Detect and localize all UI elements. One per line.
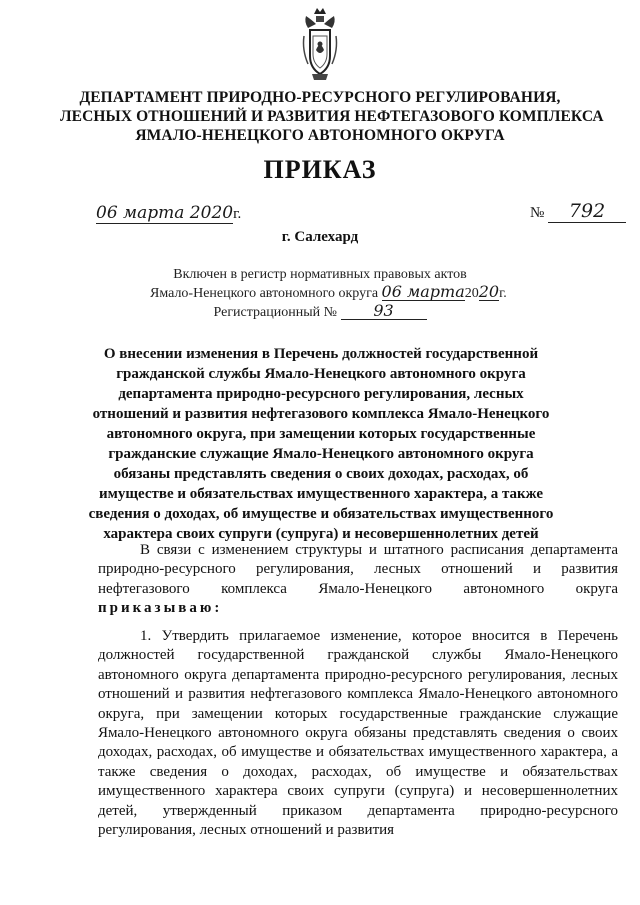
order-number-prefix: №: [530, 205, 545, 221]
order-date-suffix: г.: [233, 206, 242, 222]
registry-number-prefix: Регистрационный №: [213, 305, 337, 320]
registry-line-2-prefix: Ямало-Ненецкого автономного округа: [150, 286, 379, 301]
registry-line-3: [150, 302, 490, 321]
order-number-value: 792: [548, 200, 626, 223]
order-number: [530, 200, 626, 223]
body-paragraph-1-text: В связи с изменением структуры и штатного расписания департамента природно-ресурсного регулирования, лесных отношений и развития нефтегазового комплекса Ямало-Ненецкого автономного округа: [98, 542, 618, 597]
document-title: ПРИКАЗ: [263, 155, 377, 184]
department-line-2: ЛЕСНЫХ ОТНОШЕНИЙ И РАЗВИТИЯ НЕФТЕГАЗОВОГО КОМПЛЕКСА: [60, 108, 604, 125]
registry-line-1: Включен в регистр нормативных правовых актов: [173, 267, 467, 282]
department-line-3: ЯМАЛО-НЕНЕЦКОГО АВТОНОМНОГО ОКРУГА: [135, 127, 505, 144]
department-line-1: ДЕПАРТАМЕНТ ПРИРОДНО-РЕСУРСНОГО РЕГУЛИРОВАНИЯ,: [79, 89, 561, 106]
registry-stamp: [150, 266, 507, 321]
document-subject: О внесении изменения в Перечень должностей государственной гражданской службы Ямало-Ненецкого автономного округа департамента природно-ресурсного регулирования, лесных отношений и развития нефтегазового комплекса Ямало-Ненецкого автономного округа, при замещении которых государственные гражданские служащие Ямало-Ненецкого автономного округа обязаны представлять сведения о своих доходах, расходах, об имуществе и обязательствах имущественного характера, а также сведения о доходах, об имуществе и обязательствах имущественного характера своих супруги (супруга) и несовершеннолетних детей: [88, 346, 554, 542]
body-paragraph-1: [98, 541, 618, 619]
registry-number-handwritten: 93: [341, 302, 427, 320]
registry-year-prefix: 20: [464, 286, 479, 301]
registry-date-handwritten: 06 марта: [381, 282, 465, 301]
body-paragraph-2: 1. Утвердить прилагаемое изменение, которое вносится в Перечень должностей государственной гражданской службы Ямало-Ненецкого автономного округа департамента природно-ресурсного регулирования, лесных отношений и развития нефтегазового комплекса Ямало-Ненецкого автономного округа, при замещении которых государственные гражданские служащие Ямало-Ненецкого автономного округа обязаны представлять сведения о своих доходах, расходах, об имуществе и обязательствах имущественного характера, а также сведения о доходах, расходах, об имуществе и обязательствах имущественного характера своих супруги (супруга) и несовершеннолетних детей, утвержденный приказом департамента природно-ресурсного регулирования, лесных отношений и развития: [98, 628, 618, 839]
coat-of-arms-icon: [300, 6, 340, 82]
order-word: приказываю:: [98, 600, 223, 617]
registry-year-handwritten: 20: [478, 282, 500, 301]
registry-line-2: [150, 282, 507, 302]
department-header: [60, 88, 604, 145]
order-date-handwritten: 06 марта 2020: [96, 203, 234, 223]
registry-line-2-suffix: г.: [499, 286, 507, 301]
city-name: г. Салехард: [281, 229, 359, 245]
order-date: [96, 203, 241, 223]
